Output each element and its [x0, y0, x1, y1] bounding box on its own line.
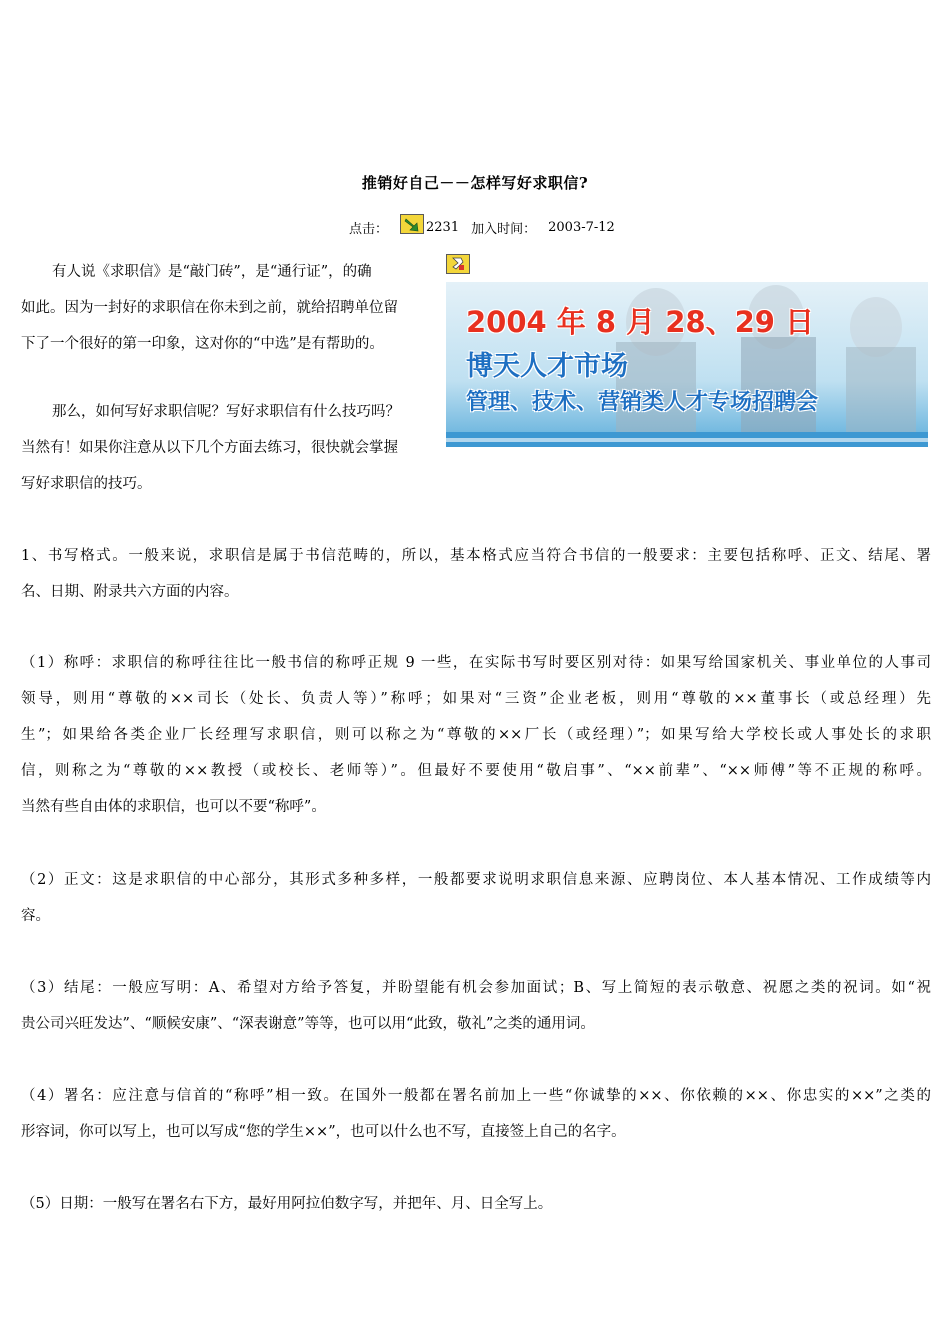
text-line: 有人说《求职信》是“敲门砖”，是“通行证”，的确 — [52, 264, 372, 280]
text-line: 信，则称之为“尊敬的××教授（或校长、老师等）”。但最好不要使用“敬启事”、“××前辈”、“××师傅”等不正规的称呼。 — [21, 763, 931, 779]
item-body — [21, 862, 931, 934]
text-line: 如此。因为一封好的求职信在你未到之前，就给招聘单位留 — [21, 300, 398, 316]
text-line: （3）结尾：一般应写明：A、希望对方给予答复，并盼望能有机会参加面试；B、写上简短的表示敬意、祝愿之类的祝词。如“祝 — [21, 980, 931, 996]
text-line: 领导，则用“尊敬的××司长（处长、负责人等）”称呼；如果对“三资”企业老板，则用“尊敬的××董事长（或总经理）先 — [21, 691, 931, 707]
article-meta — [349, 216, 615, 238]
clicks-value: 2231 — [426, 219, 460, 235]
text-line: 生”；如果给各类企业厂长经理写求职信，则可以称之为“尊敬的××厂长（或经理）”；如果写给大学校长或人事处长的求职 — [21, 727, 931, 743]
text-line: 当然有些自由体的求职信，也可以不要“称呼”。 — [21, 799, 326, 815]
article-title: 推销好自己－－怎样写好求职信? — [361, 174, 589, 192]
text-line: （1）称呼：求职信的称呼往往比一般书信的称呼正规 9 一些，在实际书写时要区别对待：如果写给国家机关、事业单位的人事司 — [21, 655, 931, 671]
item-closing — [21, 970, 931, 1042]
banner-date: 2004 年 8 月 28、29 日 — [466, 305, 815, 339]
text-line: （5）日期：一般写在署名右下方，最好用阿拉伯数字写，并把年、月、日全写上。 — [21, 1196, 553, 1212]
text-line: 当然有！如果你注意从以下几个方面去练习，很快就会掌握 — [21, 440, 398, 456]
banner-event: 管理、技术、营销类人才专场招聘会 — [466, 390, 819, 415]
banner-org: 博天人才市场 — [466, 351, 628, 382]
text-line: 1、书写格式。一般来说，求职信是属于书信范畴的，所以，基本格式应当符合书信的一般要求：主要包括称呼、正文、结尾、署 — [21, 548, 931, 564]
job-fair-banner[interactable] — [446, 282, 928, 447]
section-format — [21, 538, 931, 610]
added-label: 加入时间： — [471, 221, 537, 237]
text-line: 下了一个很好的第一印象，这对你的“中选”是有帮助的。 — [21, 336, 384, 352]
text-line: 贵公司兴旺发达”、“顺候安康”、“深表谢意”等等，也可以用“此致，敬礼”之类的通用词。 — [21, 1016, 595, 1032]
clicks-label: 点击： — [349, 221, 389, 237]
how-paragraph — [21, 394, 400, 502]
text-line: 容。 — [21, 908, 50, 924]
text-line: （4）署名：应注意与信首的“称呼”相一致。在国外一般都在署名前加上一些“你诚挚的××、你依赖的××、你忠实的××”之类的 — [21, 1088, 931, 1104]
text-line: （2）正文：这是求职信的中心部分，其形式多种多样，一般都要求说明求职信息来源、应聘岗位、本人基本情况、工作成绩等内 — [21, 872, 931, 888]
broken-image-icon — [446, 254, 470, 274]
added-value: 2003-7-12 — [548, 219, 615, 235]
text-line: 形容词，你可以写上，也可以写成“您的学生××”，也可以什么也不写，直接签上自己的名字。 — [21, 1124, 626, 1140]
text-line: 名、日期、附录共六方面的内容。 — [21, 584, 239, 600]
intro-paragraph — [21, 254, 398, 362]
text-line: 写好求职信的技巧。 — [21, 476, 152, 492]
item-signature — [21, 1078, 931, 1150]
item-date — [21, 1186, 552, 1222]
broken-image-icon — [400, 214, 424, 234]
item-salutation — [21, 645, 931, 825]
text-line: 那么，如何写好求职信呢？写好求职信有什么技巧吗？ — [52, 404, 400, 420]
